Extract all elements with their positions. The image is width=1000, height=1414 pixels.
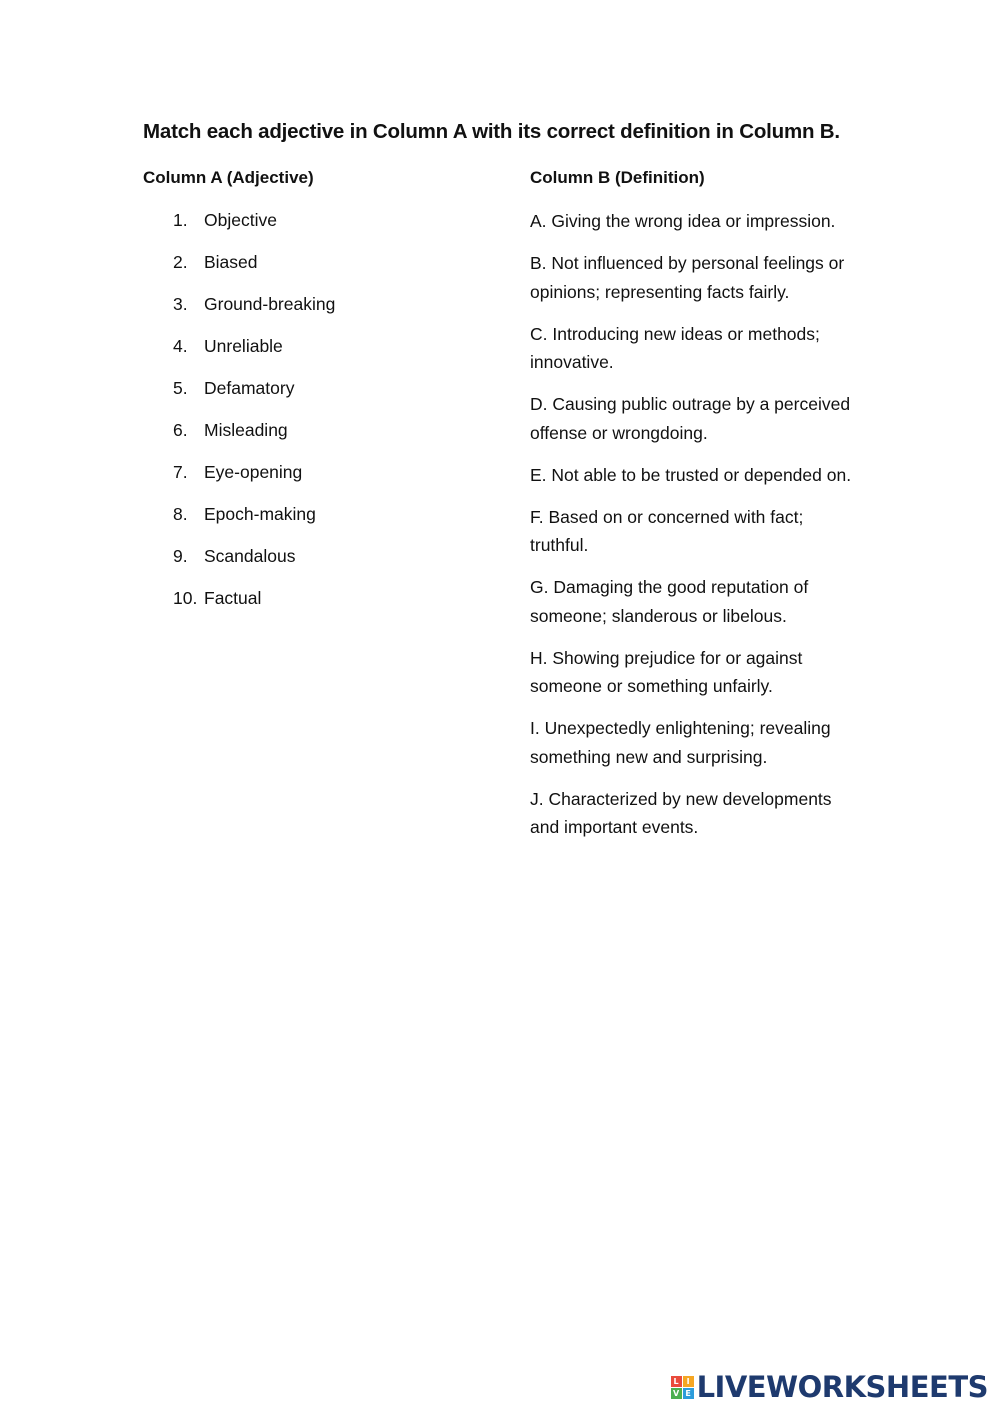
liveworksheets-logo-icon	[671, 1376, 694, 1399]
definition-item: E. Not able to be trusted or depended on.	[530, 464, 852, 485]
adjective-item	[173, 375, 335, 417]
adjective-word: Eye-opening	[204, 462, 303, 482]
definition-item: H. Showing prejudice for or against someone or something unfairly.	[530, 647, 803, 696]
adjective-number: 9.	[173, 546, 188, 566]
adjective-item	[173, 291, 335, 333]
adjective-item	[173, 459, 335, 501]
adjective-word: Ground-breaking	[204, 294, 336, 314]
logo-letter: I	[683, 1376, 694, 1387]
definition-item: B. Not influenced by personal feelings or opinions; representing facts fairly.	[530, 253, 845, 302]
adjective-list	[173, 207, 335, 627]
liveworksheets-brand	[671, 1370, 988, 1404]
adjective-number: 2.	[173, 252, 188, 272]
instruction-heading: Match each adjective in Column A with its correct definition in Column B.	[143, 120, 840, 143]
definition-item: F. Based on or concerned with fact; truthful.	[530, 506, 804, 555]
adjective-word: Factual	[204, 588, 262, 608]
liveworksheets-wordmark: LIVEWORKSHEETS	[696, 1370, 988, 1404]
definition-item: I. Unexpectedly enlightening; revealing something new and surprising.	[530, 718, 831, 767]
definition-item: C. Introducing new ideas or methods; innovative.	[530, 323, 820, 372]
adjective-number: 4.	[173, 336, 188, 356]
logo-letter: V	[671, 1388, 682, 1399]
adjective-word: Unreliable	[204, 336, 283, 356]
definition-item: G. Damaging the good reputation of someone; slanderous or libelous.	[530, 577, 809, 626]
adjective-number: 10.	[173, 588, 198, 608]
adjective-word: Biased	[204, 252, 258, 272]
definition-item: J. Characterized by new developments and important events.	[530, 788, 832, 837]
logo-letter: E	[683, 1388, 694, 1399]
adjective-word: Scandalous	[204, 546, 296, 566]
adjective-word: Epoch-making	[204, 504, 316, 524]
adjective-number: 7.	[173, 462, 188, 482]
adjective-item	[173, 417, 335, 459]
adjective-number: 5.	[173, 378, 188, 398]
adjective-item	[173, 207, 335, 249]
adjective-item	[173, 585, 335, 627]
adjective-number: 6.	[173, 420, 188, 440]
adjective-number: 3.	[173, 294, 188, 314]
logo-letter: L	[671, 1376, 682, 1387]
adjective-item	[173, 249, 335, 291]
column-a-header: Column A (Adjective)	[143, 168, 314, 187]
adjective-item	[173, 543, 335, 585]
column-b-header: Column B (Definition)	[530, 168, 705, 187]
adjective-number: 1.	[173, 210, 188, 230]
adjective-item	[173, 333, 335, 375]
definition-item: A. Giving the wrong idea or impression.	[530, 211, 836, 231]
adjective-word: Objective	[204, 210, 277, 230]
adjective-number: 8.	[173, 504, 188, 524]
definition-item: D. Causing public outrage by a perceived offense or wrongdoing.	[530, 394, 851, 443]
adjective-item	[173, 501, 335, 543]
adjective-word: Misleading	[204, 420, 288, 440]
definition-list	[530, 207, 860, 855]
adjective-word: Defamatory	[204, 378, 295, 398]
